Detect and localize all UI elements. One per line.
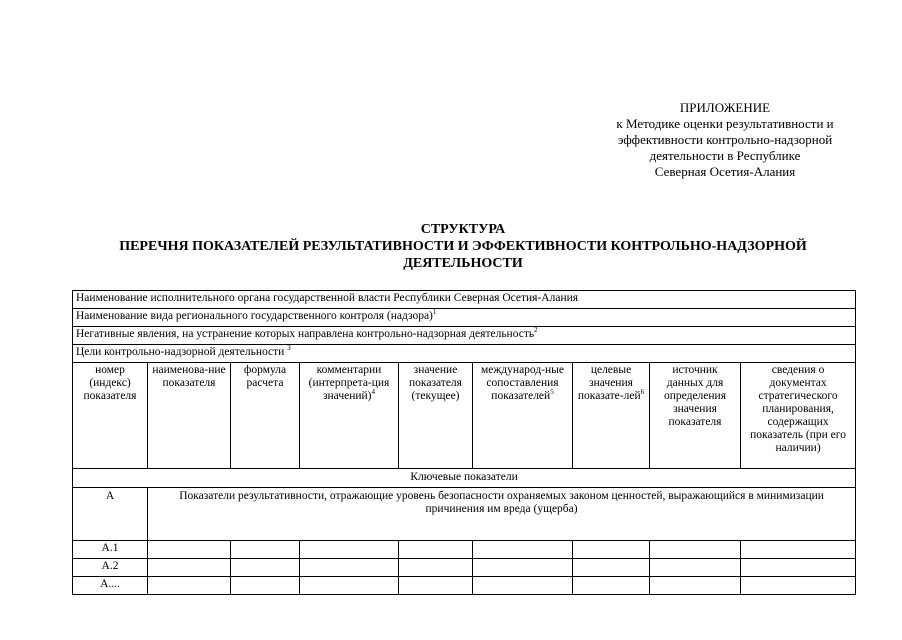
table-row — [73, 577, 856, 595]
footnote-mark: 1 — [432, 308, 437, 317]
info-row-goals — [73, 345, 856, 363]
table-row — [73, 488, 856, 541]
document-title — [70, 221, 856, 272]
key-indicators-label: Ключевые показатели — [73, 469, 856, 488]
info-row-control-type — [73, 309, 856, 327]
col-header-strategic-docs: сведения о документах стратегического планирования, содержащих показатель (при его наличии) — [741, 363, 856, 469]
appendix-title: ПРИЛОЖЕНИЕ — [679, 100, 771, 115]
row-code: А.2 — [73, 559, 148, 577]
row-code: А — [73, 488, 148, 541]
appendix-line: эффективности контрольно-надзорной — [617, 132, 833, 147]
appendix-line: деятельности в Республике — [649, 148, 801, 163]
col-header-data-source: источник данных для определения значения показателя — [650, 363, 741, 469]
col-header-formula: формула расчета — [231, 363, 300, 469]
row-description: Показатели результативности, отражающие уровень безопасности охраняемых законом ценностей, выражающийся в минимизации причинения им вреда (ущерба) — [148, 488, 856, 541]
info-row-text: Наименование исполнительного органа государственной власти Республики Северная Осетия-Алания — [76, 292, 579, 304]
col-header-comments: комментарии (интерпрета-ция значений)$^4$ — [300, 363, 399, 469]
column-header-row — [73, 363, 856, 469]
col-header-international: международ-ные сопоставления показателей$^5$ — [473, 363, 573, 469]
key-indicators-row — [73, 469, 856, 488]
info-row-text: Негативные явления, на устранение которых направлена контрольно-надзорная деятельность — [76, 328, 535, 340]
info-row-negative-phenomena — [73, 327, 856, 345]
col-header-current-value: значение показателя (текущее) — [399, 363, 473, 469]
table-row — [73, 559, 856, 577]
appendix-block — [575, 100, 875, 180]
title-line-3: ДЕЯТЕЛЬНОСТИ — [403, 256, 523, 271]
table-row — [73, 541, 856, 559]
appendix-line: Северная Осетия-Алания — [654, 164, 796, 179]
info-row-text: Цели контрольно-надзорной деятельности — [76, 346, 288, 358]
col-header-target-values: целевые значения показате-лей$^6$ — [573, 363, 650, 469]
footnote-mark: 2 — [534, 326, 538, 335]
row-code: А.... — [73, 577, 148, 595]
indicator-structure-table — [72, 290, 856, 595]
info-row-authority — [73, 291, 856, 309]
footnote-mark: 3 — [287, 344, 291, 353]
title-line-2: ПЕРЕЧНЯ ПОКАЗАТЕЛЕЙ РЕЗУЛЬТАТИВНОСТИ И ЭФФЕКТИВНОСТИ КОНТРОЛЬНО-НАДЗОРНОЙ — [119, 239, 807, 254]
info-row-text: Наименование вида регионального государственного контроля (надзора) — [76, 310, 433, 322]
col-header-name: наименова-ние показателя — [148, 363, 231, 469]
title-line-1: СТРУКТУРА — [420, 222, 506, 237]
col-header-number: номер (индекс) показателя — [73, 363, 148, 469]
row-code: А.1 — [73, 541, 148, 559]
appendix-line: к Методике оценки результативности и — [616, 116, 834, 131]
